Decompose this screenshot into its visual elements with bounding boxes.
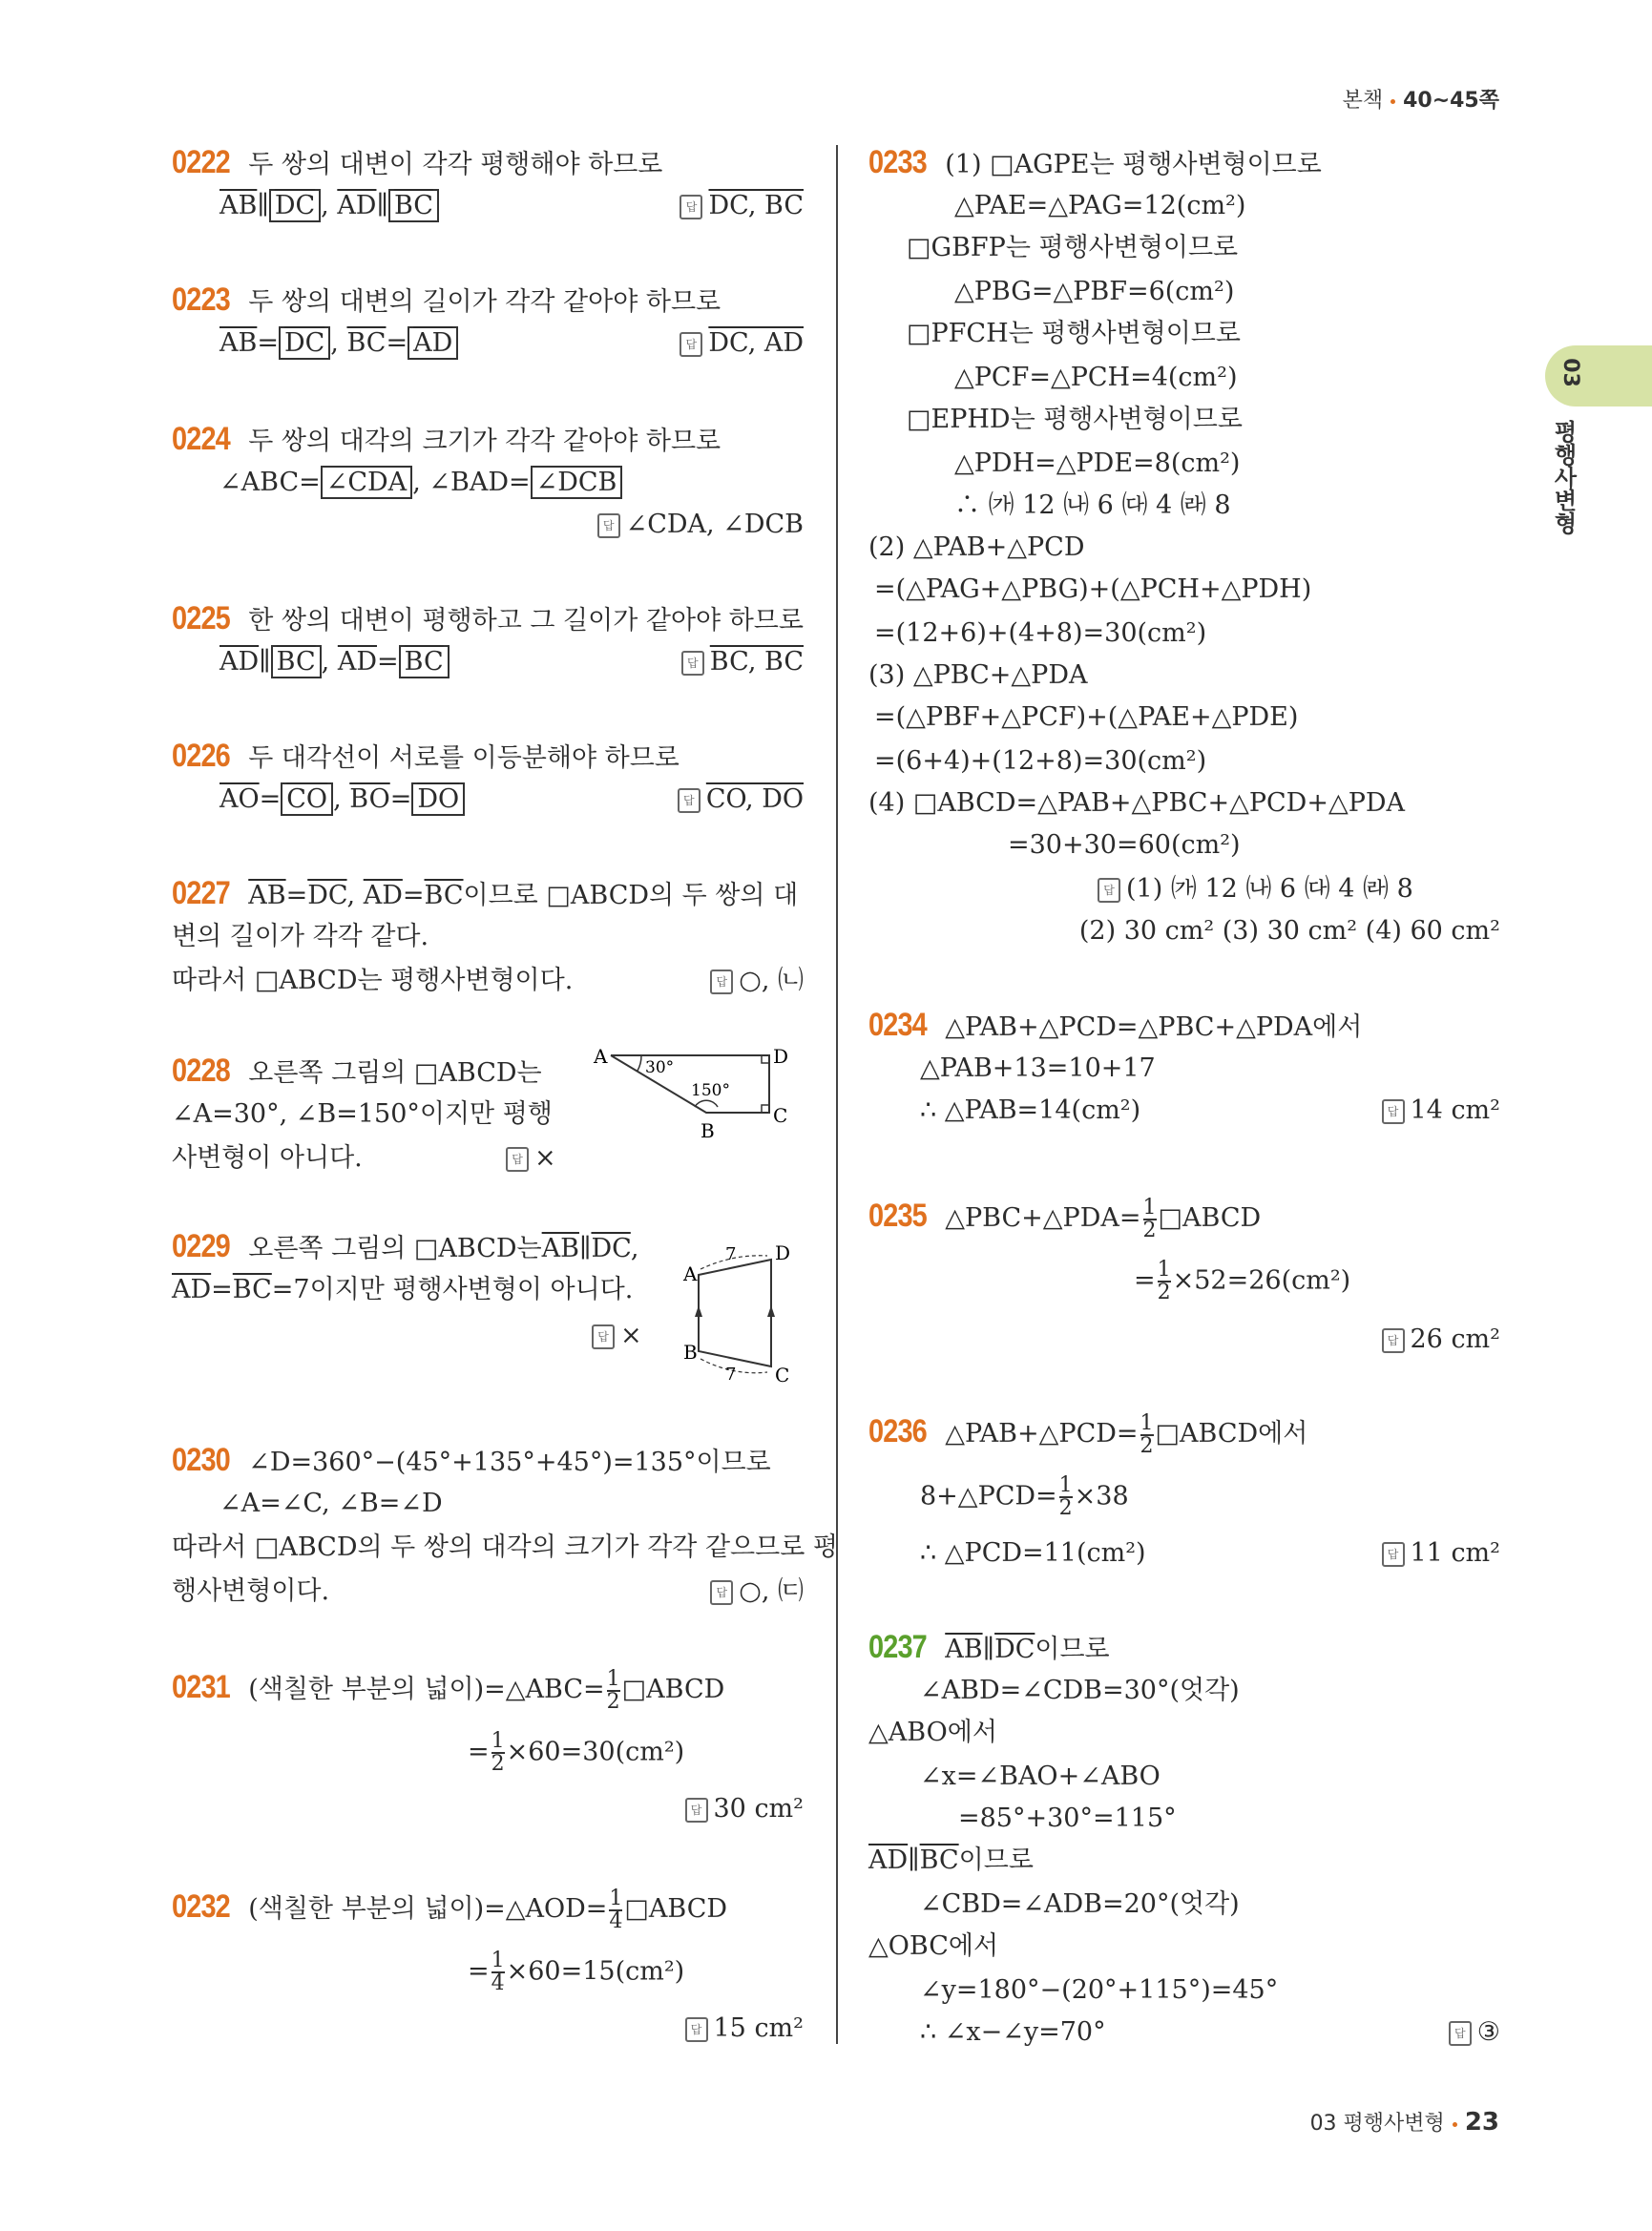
problem-0236-line1: 0236 △PAB+△PCD= $\frac{1}{2}$ □ABCD에서 bbox=[868, 1410, 1308, 1458]
problem-0229-line1: 0229 오른쪽 그림의 □ABCD는$\overline{AB}\parallel\overline{DC}$, bbox=[172, 1225, 638, 1270]
problem-0237-line: △ABO에서 bbox=[868, 1718, 997, 1747]
page-footer bbox=[1310, 2107, 1499, 2137]
problem-0226-line1 bbox=[172, 735, 680, 780]
problem-0224-line1 bbox=[172, 418, 721, 463]
problem-0230-line4: 행사변형이다. bbox=[172, 1576, 330, 1606]
answer-0224: 답 ∠CDA, ∠DCB bbox=[597, 504, 804, 546]
problem-0234-line2: △PAB+13=10+17 bbox=[920, 1053, 1156, 1083]
footer-page-number: 23 bbox=[1464, 2108, 1499, 2137]
answer-mark-icon: 답 bbox=[1382, 1542, 1405, 1567]
problem-number: 0232 bbox=[172, 1888, 230, 1925]
problem-0237-line: △OBC에서 bbox=[868, 1931, 999, 1961]
fig-label-A: A bbox=[594, 1045, 608, 1068]
problem-0230-line1: 0230 ∠D=360°−(45°+135°+45°)=135°이므로 bbox=[172, 1439, 771, 1484]
problem-0237-line: $\overline{AD}\parallel\overline{BC}$이므로 bbox=[868, 1845, 1034, 1875]
answer-mark-icon: 답 bbox=[1098, 878, 1120, 903]
header-book: 본책 bbox=[1342, 89, 1384, 113]
fig-label-C: C bbox=[773, 1104, 788, 1127]
answer-0236: 답 11 cm² bbox=[1382, 1533, 1501, 1574]
answer-0227: 답 ○, ㈁ bbox=[710, 960, 804, 1002]
answer-0228: 답 × bbox=[506, 1137, 556, 1179]
answer-0237: 답 ③ bbox=[1449, 2012, 1500, 2054]
problem-0233-line: △PCF=△PCH=4(cm²) bbox=[954, 363, 1238, 392]
problem-0224-line2: ∠ABC= ∠CDA , ∠BAD= ∠DCB bbox=[220, 462, 622, 504]
fig-label-A: A bbox=[683, 1262, 698, 1285]
answer-0223: 답 DC, AD bbox=[680, 323, 804, 365]
answer-0230: 답 ○, ㈂ bbox=[710, 1571, 804, 1613]
problem-0234-line1: 0234 △PAB+△PCD=△PBC+△PDA에서 bbox=[868, 1004, 1362, 1049]
chapter-tab-number: 03 bbox=[1558, 358, 1583, 387]
problem-0233-line: ∴ ㈎ 12 ㈏ 6 ㈐ 4 ㈑ 8 bbox=[954, 490, 1231, 520]
chapter-tab-title: 평행사변형 bbox=[1550, 420, 1577, 534]
problem-0233-line: (2) △PAB+△PCD bbox=[868, 532, 1085, 562]
header-pages: 40~45쪽 bbox=[1403, 89, 1499, 113]
figure-0229-trapezoid bbox=[680, 1225, 804, 1397]
answer-mark-icon: 답 bbox=[681, 651, 704, 676]
problem-0233-line: △PBG=△PBF=6(cm²) bbox=[954, 277, 1235, 306]
fraction: $\frac{1}{2}$ bbox=[491, 1729, 505, 1776]
problem-0237-line: =85°+30°=115° bbox=[958, 1804, 1177, 1833]
problem-0227-line2: 변의 길이가 각각 같다. bbox=[172, 922, 429, 951]
problem-0233-line: (4) □ABCD=△PAB+△PBC+△PCD+△PDA bbox=[868, 788, 1406, 818]
answer-mark-icon: 답 bbox=[680, 332, 702, 357]
problem-number: 0228 bbox=[172, 1053, 230, 1089]
answer-0226: 답 CO, DO bbox=[678, 779, 804, 821]
fig-angle-30: 30° bbox=[645, 1058, 675, 1077]
problem-number: 0225 bbox=[172, 600, 230, 636]
answer-0233-line1: 답 (1) ㈎ 12 ㈏ 6 ㈐ 4 ㈑ 8 bbox=[1098, 868, 1413, 910]
answer-mark-icon: 답 bbox=[680, 195, 702, 219]
problem-0236-line3: ∴ △PCD=11(cm²) bbox=[920, 1538, 1146, 1568]
problem-0230-line2: ∠A=∠C, ∠B=∠D bbox=[220, 1489, 443, 1518]
answer-mark-icon: 답 bbox=[710, 1580, 733, 1605]
answer-mark-icon: 답 bbox=[685, 2017, 708, 2042]
problem-0233-line: (3) △PBC+△PDA bbox=[868, 660, 1088, 690]
problem-0234-line3: ∴ △PAB=14(cm²) bbox=[920, 1095, 1141, 1125]
answer-mark-icon: 답 bbox=[592, 1324, 615, 1349]
problem-0231-line1: 0231 (색칠한 부분의 넓이)=△ABC= $\frac{1}{2}$ □ABCD bbox=[172, 1666, 725, 1714]
footer-dot bbox=[1453, 2122, 1457, 2127]
problem-0222-line2: $\overline{AB}\parallel$ $\overline{DC}$ , $\overline{AD}\parallel$ $\overline{BC}$ bbox=[220, 185, 439, 227]
problem-number: 0223 bbox=[172, 281, 230, 318]
fig-label-C: C bbox=[775, 1364, 790, 1387]
problem-0227-line1: 0227 $\overline{AB}=\overline{DC}$, $\overline{AD}=\overline{BC}$이므로 □ABCD의 두 쌍의 대 bbox=[172, 872, 798, 917]
problem-number: 0227 bbox=[172, 875, 230, 911]
problem-0236-line2: 8+△PCD= $\frac{1}{2}$ ×38 bbox=[920, 1473, 1129, 1520]
answer-mark-icon: 답 bbox=[597, 513, 620, 538]
fig-label-B: B bbox=[683, 1341, 698, 1364]
problem-0233-line: =30+30=60(cm²) bbox=[1008, 830, 1241, 860]
fraction: $\frac{1}{4}$ bbox=[609, 1886, 623, 1933]
column-divider bbox=[836, 145, 838, 2044]
answer-mark-icon: 답 bbox=[710, 970, 733, 994]
problem-number: 0235 bbox=[868, 1198, 927, 1234]
problem-number: 0233 bbox=[868, 144, 927, 180]
problem-0228-line2: ∠A=30°, ∠B=150°이지만 평행 bbox=[172, 1099, 553, 1129]
problem-0231-line2: = $\frac{1}{2}$ ×60=30(cm²) bbox=[468, 1729, 685, 1776]
problem-0233-line: □GBFP는 평행사변형이므로 bbox=[907, 233, 1239, 262]
answer-mark-icon: 답 bbox=[1382, 1099, 1405, 1124]
problem-number: 0229 bbox=[172, 1228, 230, 1264]
problem-number: 0230 bbox=[172, 1442, 230, 1478]
page-header bbox=[1343, 84, 1499, 114]
problem-0229-line2: $\overline{AD}=\overline{BC}=7$이지만 평행사변형이 아니다. bbox=[172, 1275, 634, 1304]
answer-0233-line2: (2) 30 cm² (3) 30 cm² (4) 60 cm² bbox=[1078, 916, 1500, 946]
answer-0222: 답 DC, BC bbox=[680, 185, 804, 227]
problem-0233-line: =(6+4)+(12+8)=30(cm²) bbox=[874, 746, 1207, 776]
problem-0228-line1: 0228 오른쪽 그림의 □ABCD는 bbox=[172, 1050, 542, 1095]
fraction: $\frac{1}{2}$ bbox=[1140, 1410, 1154, 1458]
answer-mark-icon: 답 bbox=[678, 788, 701, 813]
problem-0233-line1: 0233 (1) □AGPE는 평행사변형이므로 bbox=[868, 141, 1322, 186]
problem-0232-line2: = $\frac{1}{4}$ ×60=15(cm²) bbox=[468, 1949, 685, 1995]
problem-0233-line: △PAE=△PAG=12(cm²) bbox=[954, 191, 1246, 220]
answer-0231: 답 30 cm² bbox=[685, 1788, 805, 1830]
problem-0226-line2: $\overline{AO}= \overline{CO}$ , $\overline{BO}= \overline{DO}$ bbox=[220, 779, 465, 821]
problem-number: 0231 bbox=[172, 1669, 230, 1705]
problem-text: 두 쌍의 대변이 각각 평행해야 하므로 bbox=[248, 150, 663, 179]
problem-0237-line1: 0237 $\overline{AB}\parallel\overline{DC}$이므로 bbox=[868, 1626, 1110, 1671]
problem-number: 0234 bbox=[868, 1007, 927, 1043]
problem-0225-line1 bbox=[172, 597, 804, 642]
answer-0235: 답 26 cm² bbox=[1382, 1319, 1501, 1361]
problem-0225-line2: $\overline{AD}\parallel$ $\overline{BC}$ , $\overline{AD}= \overline{BC}$ bbox=[220, 641, 450, 683]
problem-0233-line: □EPHD는 평행사변형이므로 bbox=[907, 405, 1243, 434]
fraction: $\frac{1}{2}$ bbox=[1058, 1473, 1073, 1520]
problem-text: 두 쌍의 대각의 크기가 각각 같아야 하므로 bbox=[248, 427, 721, 456]
problem-0232-line1: 0232 (색칠한 부분의 넓이)=△AOD= $\frac{1}{4}$ □ABCD bbox=[172, 1886, 728, 1933]
answer-0225: 답 BC, BC bbox=[681, 641, 804, 683]
fraction: $\frac{1}{4}$ bbox=[491, 1949, 505, 1995]
problem-number: 0236 bbox=[868, 1413, 927, 1449]
problem-0235-line2: = $\frac{1}{2}$ ×52=26(cm²) bbox=[1134, 1258, 1351, 1304]
answer-mark-icon: 답 bbox=[1382, 1328, 1405, 1353]
problem-0235-line1: 0235 △PBC+△PDA= $\frac{1}{2}$ □ABCD bbox=[868, 1195, 1262, 1242]
fraction: $\frac{1}{2}$ bbox=[606, 1666, 620, 1714]
footer-chapter: 03 평행사변형 bbox=[1309, 2112, 1445, 2136]
problem-text: 두 대각선이 서로를 이등분해야 하므로 bbox=[248, 743, 680, 773]
problem-0223-line2: $\overline{AB}= \overline{DC}$ , $\overline{BC}= \overline{AD}$ bbox=[220, 323, 458, 365]
answer-mark-icon: 답 bbox=[1449, 2021, 1472, 2046]
answer-0229: 답 × bbox=[592, 1315, 642, 1357]
problem-number: 0224 bbox=[172, 421, 230, 457]
problem-number: 0226 bbox=[172, 738, 230, 774]
figure-0228-trapezoid bbox=[592, 1042, 804, 1147]
problem-text: 한 쌍의 대변이 평행하고 그 길이가 같아야 하므로 bbox=[248, 606, 804, 636]
header-dot bbox=[1391, 99, 1395, 104]
problem-number: 0222 bbox=[172, 144, 230, 180]
fig-length-bottom: 7 bbox=[725, 1365, 737, 1385]
problem-0237-line: ∠x=∠BAO+∠ABO bbox=[920, 1762, 1161, 1791]
problem-0237-line: ∴ ∠x−∠y=70° bbox=[920, 2017, 1106, 2047]
answer-0232: 답 15 cm² bbox=[685, 2008, 805, 2050]
answer-0234: 답 14 cm² bbox=[1382, 1090, 1501, 1132]
fig-angle-150: 150° bbox=[691, 1081, 730, 1100]
problem-0233-line: □PFCH는 평행사변형이므로 bbox=[907, 319, 1241, 348]
problem-0228-line3: 사변형이 아니다. bbox=[172, 1143, 363, 1173]
problem-0233-line: =(12+6)+(4+8)=30(cm²) bbox=[874, 618, 1207, 648]
problem-0227-line3: 따라서 □ABCD는 평행사변형이다. bbox=[172, 966, 574, 995]
problem-0233-line: =(△PAG+△PBG)+(△PCH+△PDH) bbox=[874, 574, 1312, 604]
answer-mark-icon: 답 bbox=[506, 1147, 529, 1172]
fig-label-B: B bbox=[701, 1119, 715, 1142]
problem-0233-line: △PDH=△PDE=8(cm²) bbox=[954, 448, 1241, 478]
problem-number: 0237 bbox=[868, 1629, 927, 1665]
problem-text: 두 쌍의 대변의 길이가 각각 같아야 하므로 bbox=[248, 287, 721, 317]
fraction: $\frac{1}{2}$ bbox=[1142, 1195, 1157, 1242]
problem-0233-line: =(△PBF+△PCF)+(△PAE+△PDE) bbox=[874, 702, 1299, 732]
answer-mark-icon: 답 bbox=[685, 1798, 708, 1823]
fig-label-D: D bbox=[773, 1045, 789, 1068]
problem-0223-line1 bbox=[172, 279, 721, 323]
problem-0237-line: ∠y=180°−(20°+115°)=45° bbox=[920, 1975, 1279, 2005]
problem-0237-line: ∠CBD=∠ADB=20°(엇각) bbox=[920, 1889, 1240, 1919]
fig-label-D: D bbox=[775, 1241, 791, 1264]
problem-0222-line1 bbox=[172, 141, 662, 186]
problem-0237-line: ∠ABD=∠CDB=30°(엇각) bbox=[920, 1676, 1240, 1705]
fig-length-top: 7 bbox=[725, 1244, 737, 1264]
problem-0230-line3: 따라서 □ABCD의 두 쌍의 대각의 크기가 각각 같으므로 평 bbox=[172, 1533, 838, 1562]
fraction: $\frac{1}{2}$ bbox=[1157, 1258, 1171, 1304]
